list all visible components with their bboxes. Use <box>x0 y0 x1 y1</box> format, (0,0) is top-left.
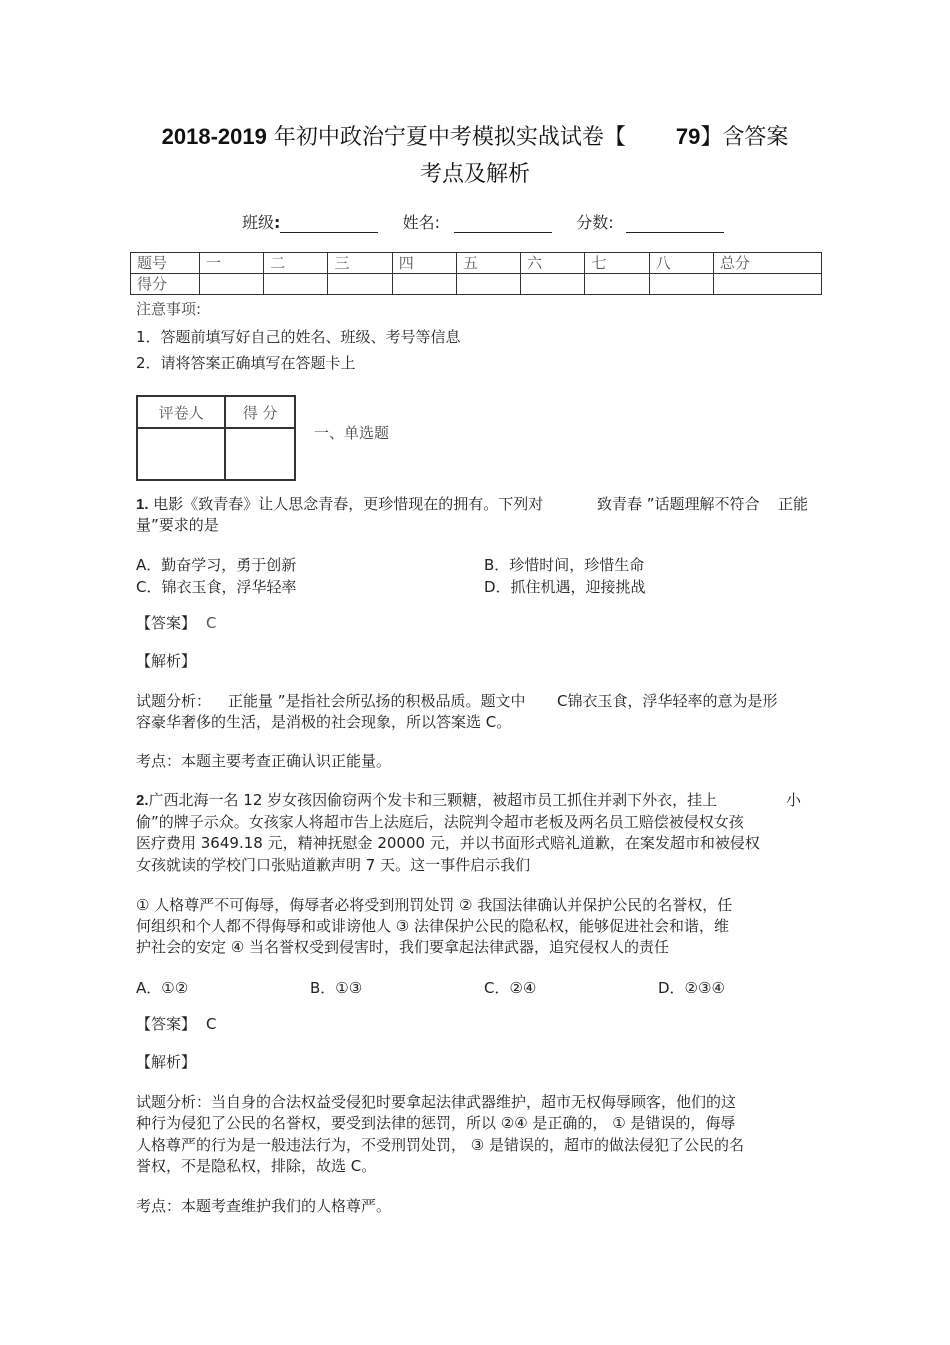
q2-answer-value: C <box>206 1015 217 1033</box>
score-input-cell[interactable] <box>713 274 821 295</box>
name-label: 姓名: <box>402 213 441 232</box>
grader-table <box>136 395 296 481</box>
score-table-score-row <box>131 274 822 295</box>
document-subtitle: 考点及解析 <box>419 162 530 187</box>
q2-analysis-line3: 人格尊严的行为是一般违法行为，不受刑罚处罚， ③ 是错误的，超市的做法侵犯了公民的名 <box>136 1136 744 1154</box>
score-row-label: 得分 <box>131 274 200 295</box>
q1-option-d[interactable]: D．抓住机遇，迎接挑战 <box>484 578 646 596</box>
q1-option-a[interactable]: A．勤奋学习，勇于创新 <box>136 556 297 574</box>
score-cell: 题号 <box>131 253 200 274</box>
note-item: 2．请将答案正确填写在答题卡上 <box>136 354 356 372</box>
q1-stem-line2: 量”要求的是 <box>136 516 219 534</box>
q2-number: 2. <box>136 792 149 809</box>
q2-choice-line2: 何组织和个人都不得侮辱和或诽谤他人 ③ 法律保护公民的隐私权，能够促进社会和谐，维 <box>136 917 729 935</box>
score-input-cell[interactable] <box>200 274 264 295</box>
title-number: 79 <box>675 124 701 149</box>
q1-point: 考点：本题主要考查正确认识正能量。 <box>136 752 392 770</box>
q2-choice-line1: ① 人格尊严不可侮辱，侮辱者必将受到刑罚处罚 ② 我国法律确认并保护公民的名誉权，任 <box>136 896 733 914</box>
q2-stem-line4: 女孩就读的学校门口张贴道歉声明 7 天。这一事件启示我们 <box>136 856 531 874</box>
q2-analysis-line2: 种行为侵犯了公民的名誉权，要受到法律的惩罚，所以 ②④ 是正确的， ① 是错误的，侮辱 <box>136 1114 736 1132</box>
score-input-cell[interactable] <box>392 274 456 295</box>
note-item: 1．答题前填写好自己的姓名、班级、考号等信息 <box>136 328 461 346</box>
score-cell: 三 <box>328 253 392 274</box>
info-line: 班级: 姓名: 分数: <box>242 210 724 233</box>
q1-option-c[interactable]: C．锦衣玉食，浮华轻率 <box>136 578 297 596</box>
q1-stem-line1-part: 致青春 ”话题理解不符合 <box>597 495 760 513</box>
grader-name-cell[interactable] <box>137 428 225 480</box>
score-table-header-row <box>131 253 822 274</box>
score-label: 分数: <box>576 213 614 232</box>
score-cell: 八 <box>649 253 713 274</box>
q1-analysis-line1-b: 正能量 ”是指社会所弘扬的积极品质。题文中 <box>228 692 526 710</box>
grader-header: 评卷人 <box>137 396 225 428</box>
q2-answer: 【答案】 C <box>136 1015 217 1033</box>
score-cell: 六 <box>521 253 585 274</box>
q2-choice-line3: 护社会的安定 ④ 当名誉权受到侵害时，我们要拿起法律武器，追究侵权人的责任 <box>136 938 669 956</box>
q1-number: 1. <box>136 496 149 513</box>
q1-analysis-line1-a: 试题分析： <box>136 692 212 710</box>
score-input-cell[interactable] <box>521 274 585 295</box>
q1-stem-line1-end: 正能 <box>778 495 809 513</box>
score-input-cell[interactable] <box>264 274 328 295</box>
score-cell: 一 <box>200 253 264 274</box>
q2-stem-line2: 偷”的牌子示众。女孩家人将超市告上法庭后，法院判令超市老板及两名员工赔偿被侵权女孩 <box>136 813 744 831</box>
q1-stem-line1: 1. 电影《致青春》让人思念青春，更珍惜现在的拥有。下列对 <box>136 495 544 513</box>
title-years: 2018-2019 <box>161 124 267 149</box>
q1-option-b[interactable]: B．珍惜时间，珍惜生命 <box>484 556 645 574</box>
score-input-cell[interactable] <box>328 274 392 295</box>
q1-answer: 【答案】 C <box>136 614 217 632</box>
score-table <box>130 252 822 295</box>
q2-option-c[interactable]: C．②④ <box>484 979 537 997</box>
score-cell: 二 <box>264 253 328 274</box>
grader-score-header: 得 分 <box>225 396 295 428</box>
q2-analysis-label: 【解析】 <box>136 1053 197 1071</box>
title-text-1: 年初中政治宁夏中考模拟实战试卷【 <box>266 125 626 150</box>
document-title <box>0 120 950 151</box>
q2-stem-line1-end: 小 <box>786 791 802 809</box>
name-field[interactable] <box>454 216 552 233</box>
q2-option-b[interactable]: B．①③ <box>310 979 363 997</box>
q2-point: 考点：本题考查维护我们的人格尊严。 <box>136 1197 392 1215</box>
score-field[interactable] <box>626 216 724 233</box>
q2-stem-line3: 医疗费用 3649.18 元，精神抚慰金 20000 元，并以书面形式赔礼道歉，在案发超市和被侵权 <box>136 834 760 852</box>
score-cell: 五 <box>456 253 520 274</box>
grader-score-cell[interactable] <box>225 428 295 480</box>
score-cell: 七 <box>585 253 649 274</box>
q1-answer-value: C <box>206 614 217 632</box>
score-input-cell[interactable] <box>585 274 649 295</box>
q2-option-d[interactable]: D．②③④ <box>658 979 725 997</box>
q1-analysis-line1-c: C锦衣玉食，浮华轻率的意为是形 <box>557 692 778 710</box>
q2-stem-line1: 2.广西北海一名 12 岁女孩因偷窃两个发卡和三颗糖，被超市员工抓住并剥下外衣，挂上 <box>136 791 718 809</box>
q2-option-a[interactable]: A．①② <box>136 979 189 997</box>
q1-analysis-line2: 容豪华奢侈的生活，是消极的社会现象，所以答案选 C。 <box>136 713 512 731</box>
q2-analysis-line4: 誉权，不是隐私权，排除，故选 C。 <box>136 1157 377 1175</box>
score-cell: 四 <box>392 253 456 274</box>
section-title: 一、单选题 <box>314 424 390 442</box>
score-cell: 总分 <box>713 253 821 274</box>
notes-heading: 注意事项: <box>136 300 202 318</box>
score-input-cell[interactable] <box>456 274 520 295</box>
q2-analysis-line1: 试题分析：当自身的合法权益受侵犯时要拿起法律武器维护，超市无权侮辱顾客，他们的这 <box>136 1093 737 1111</box>
class-label: 班级 <box>242 213 275 232</box>
class-field[interactable] <box>280 216 378 233</box>
title-text-2: 】含答案 <box>700 125 789 150</box>
score-input-cell[interactable] <box>649 274 713 295</box>
q1-analysis-label: 【解析】 <box>136 652 197 670</box>
